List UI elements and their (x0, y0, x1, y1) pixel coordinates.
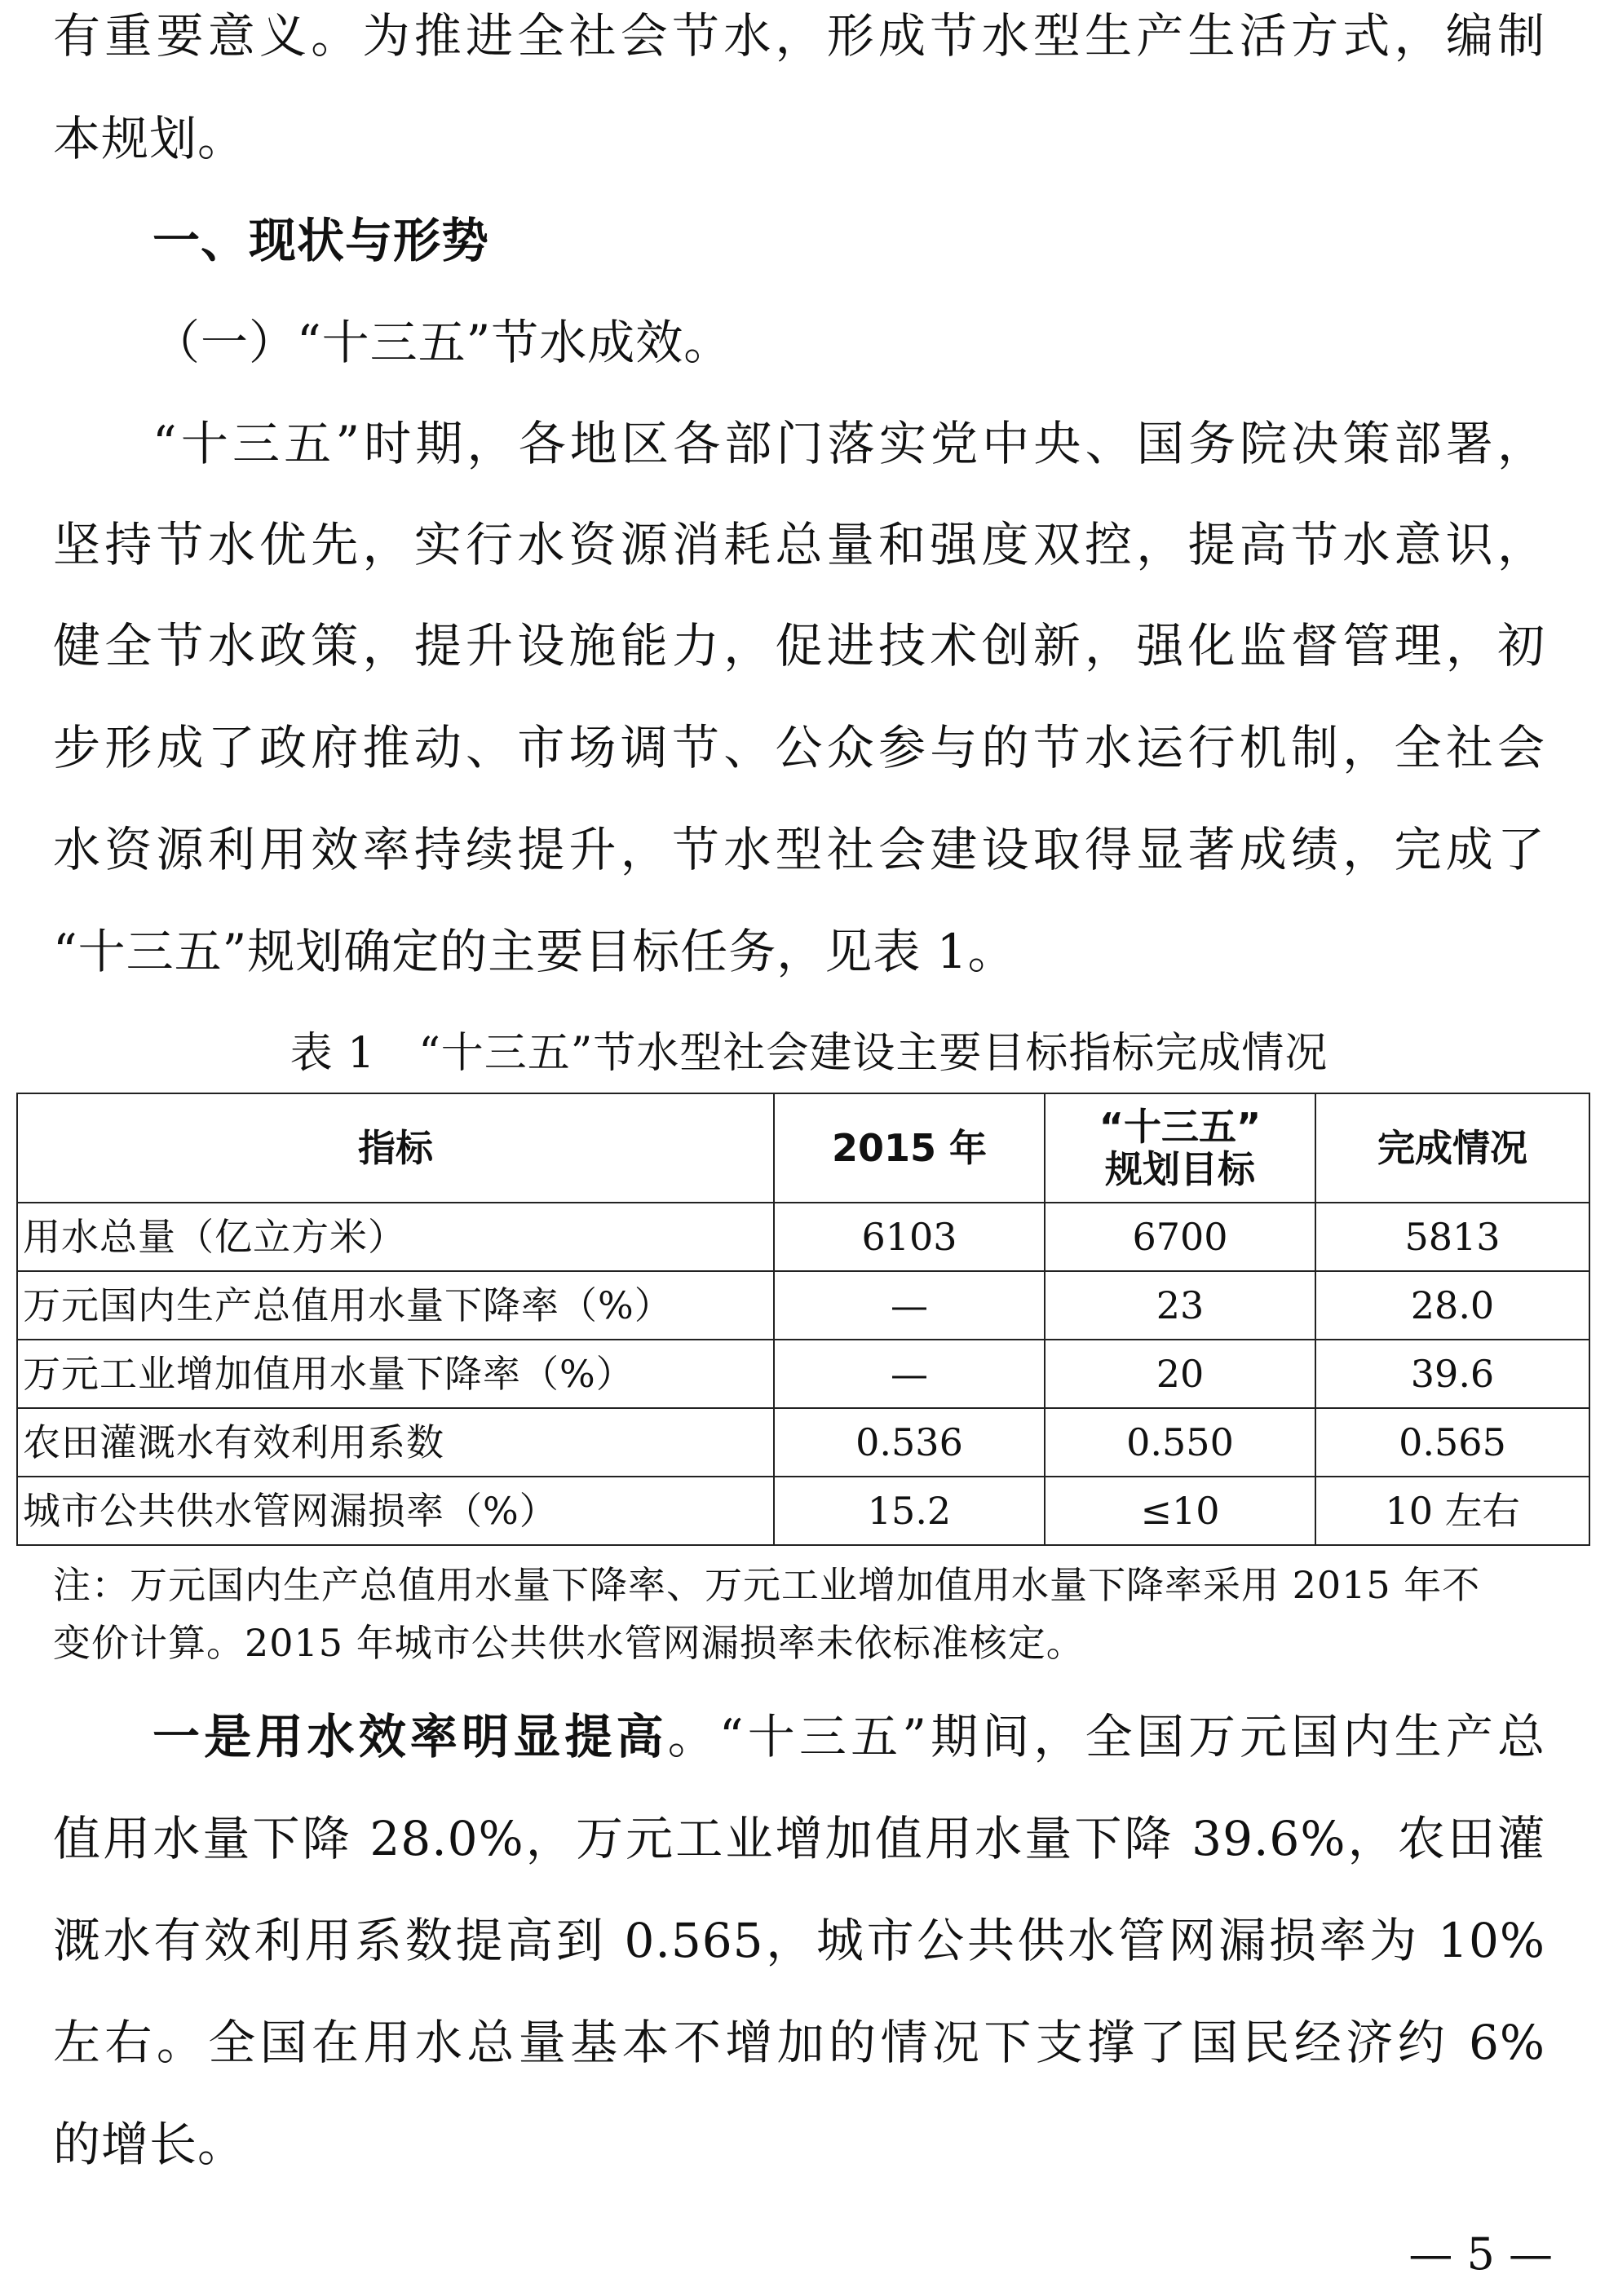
table-row (17, 1203, 1589, 1271)
row-indicator: 城市公共供水管网漏损率（%） (17, 1477, 774, 1545)
paragraph-2-line-1-rest: 。“十三五”期间，全国万元国内生产总 (667, 1709, 1545, 1764)
paragraph-1-line-2: 坚持节水优先，实行水资源消耗总量和强度双控，提高节水意识， (53, 517, 1545, 572)
row-completion-value: 0.565 (1315, 1408, 1589, 1477)
row-year-2015-value: 6103 (774, 1203, 1045, 1271)
paragraph-2-line-2: 值用水量下降 28.0%，万元工业增加值用水量下降 39.6%，农田灌 (53, 1811, 1545, 1866)
page-number: — 5 — (1408, 2228, 1553, 2280)
subsection-heading: （一）“十三五”节水成效。 (153, 315, 732, 370)
header-target-line-1: “十三五” (1099, 1105, 1262, 1149)
paragraph-2-line-5: 的增长。 (53, 2117, 246, 2172)
row-completion-value: 39.6 (1315, 1340, 1589, 1408)
table-caption: 表 1 “十三五”节水型社会建设主要目标指标完成情况 (290, 1029, 1328, 1078)
row-completion-value: 10 左右 (1315, 1477, 1589, 1545)
header-completion: 完成情况 (1315, 1093, 1589, 1203)
paragraph-2-line-3: 溉水有效利用系数提高到 0.565，城市公共供水管网漏损率为 10% (53, 1913, 1545, 1968)
header-target-line-2: 规划目标 (1105, 1147, 1255, 1191)
paragraph-2-line-4: 左右。全国在用水总量基本不增加的情况下支撑了国民经济约 6% (53, 2015, 1545, 2070)
row-indicator: 农田灌溉水有效利用系数 (17, 1408, 774, 1477)
row-indicator: 万元国内生产总值用水量下降率（%） (17, 1271, 774, 1340)
row-target-value: ≤10 (1045, 1477, 1315, 1545)
continuation-line-1: 有重要意义。为推进全社会节水，形成节水型生产生活方式，编制 (53, 8, 1545, 64)
table-header-row (17, 1093, 1589, 1203)
row-year-2015-value: 0.536 (774, 1408, 1045, 1477)
paragraph-1-line-3: 健全节水政策，提升设施能力，促进技术创新，强化监督管理，初 (53, 618, 1545, 673)
row-year-2015-value: — (774, 1271, 1045, 1340)
table-row (17, 1477, 1589, 1545)
table-row (17, 1408, 1589, 1477)
row-completion-value: 28.0 (1315, 1271, 1589, 1340)
section-heading: 一、现状与形势 (153, 213, 490, 268)
row-year-2015-value: — (774, 1340, 1045, 1408)
table-row (17, 1340, 1589, 1408)
row-indicator: 用水总量（亿立方米） (17, 1203, 774, 1271)
header-year-2015: 2015 年 (774, 1093, 1045, 1203)
target-indicator-table (16, 1093, 1590, 1546)
row-target-value: 6700 (1045, 1203, 1315, 1271)
paragraph-1-line-4: 步形成了政府推动、市场调节、公众参与的节水运行机制，全社会 (53, 720, 1545, 775)
paragraph-1-line-5: 水资源利用效率持续提升，节水型社会建设取得显著成绩，完成了 (53, 822, 1545, 877)
continuation-line-2: 本规划。 (53, 111, 246, 166)
row-year-2015-value: 15.2 (774, 1477, 1045, 1545)
paragraph-1-line-1: “十三五”时期，各地区各部门落实党中央、国务院决策部署， (153, 416, 1545, 471)
header-target (1045, 1093, 1315, 1203)
table-note-line-2: 变价计算。2015 年城市公共供水管网漏损率未依标准核定。 (53, 1621, 1085, 1665)
row-completion-value: 5813 (1315, 1203, 1589, 1271)
paragraph-2-bold-lead: 一是用水效率明显提高 (153, 1709, 668, 1764)
paragraph-1-line-6: “十三五”规划确定的主要目标任务，见表 1。 (53, 924, 1016, 979)
row-indicator: 万元工业增加值用水量下降率（%） (17, 1340, 774, 1408)
paragraph-2-line-1 (153, 1711, 1545, 1763)
table-note-line-1: 注：万元国内生产总值用水量下降率、万元工业增加值用水量下降率采用 2015 年不 (53, 1563, 1481, 1607)
row-target-value: 0.550 (1045, 1408, 1315, 1477)
table-row (17, 1271, 1589, 1340)
header-indicator: 指标 (17, 1093, 774, 1203)
row-target-value: 23 (1045, 1271, 1315, 1340)
row-target-value: 20 (1045, 1340, 1315, 1408)
